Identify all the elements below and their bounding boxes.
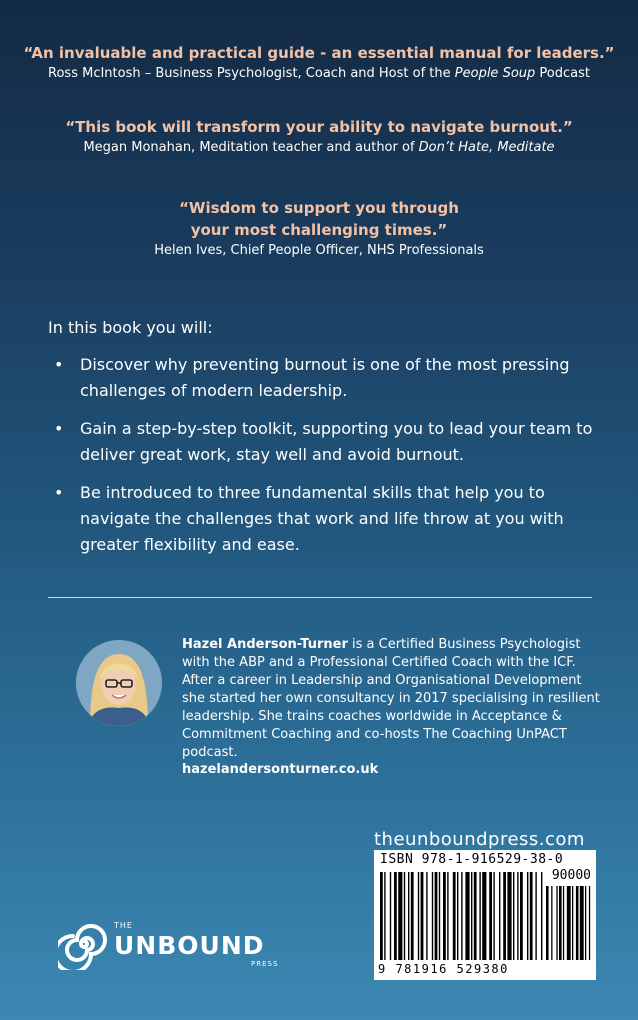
bullet-item (48, 480, 608, 558)
price-bar (556, 886, 557, 960)
quote-attribution: Helen Ives, Chief People Officer, NHS Professionals (154, 243, 484, 258)
bullet-dot: • (54, 355, 64, 374)
attr-italic: People Soup (454, 66, 536, 81)
author-photo-icon (76, 640, 162, 726)
quote-text: “An invaluable and practical guide - an essential manual for leaders.” (23, 44, 615, 62)
barcode-bar (535, 872, 536, 960)
barcode-bar (453, 872, 456, 960)
price-bar (589, 886, 590, 960)
price-bar (576, 886, 579, 960)
barcode-bar (439, 872, 440, 960)
quote-3 (0, 197, 638, 261)
intro-heading: In this book you will: (48, 318, 213, 337)
price-bar (551, 886, 552, 960)
barcode-bar (474, 872, 477, 960)
barcode-bar (418, 872, 419, 960)
price-bar (580, 886, 584, 960)
bullet-item (48, 416, 608, 468)
barcode-bar (447, 872, 448, 960)
barcode-bar (493, 872, 494, 960)
barcode-bar (380, 872, 383, 960)
attr-text: Megan Monahan, Meditation teacher and author of (83, 140, 419, 155)
author-bio-text: is a Certified Business Psychologist with the ABP and a Professional Certified Coach with the ICF. After a career in Leadership and Organisational Development she started her own consultancy in 2017 specialising in resilient leadership. She trains coaches worldwide in Acceptance & Commitment Coaching and co-hosts The Coaching UnPACT podcast. (182, 637, 600, 760)
isbn-barcode (374, 850, 596, 980)
barcode-bar (489, 872, 492, 960)
price-bar (559, 886, 562, 960)
author-name: Hazel Anderson-Turner (182, 637, 348, 652)
author-bio (182, 636, 602, 762)
price-bar (563, 886, 564, 960)
bullet-list (48, 352, 608, 570)
isbn-label: ISBN 978-1-916529-38-0 (380, 852, 564, 867)
author-website-link[interactable]: hazelandersonturner.co.uk (182, 762, 379, 777)
author-avatar (76, 640, 162, 726)
barcode-bar (499, 872, 500, 960)
barcode-bar (404, 872, 405, 960)
barcode-bar (513, 872, 514, 960)
quote-text: “Wisdom to support you through your most challenging times.” (179, 199, 459, 239)
barcode-bar (394, 872, 397, 960)
bullet-dot: • (54, 483, 64, 502)
barcode-bar (465, 872, 469, 960)
barcode-bar (443, 872, 446, 960)
barcode-bar (482, 872, 486, 960)
logo-press: PRESS (251, 960, 279, 968)
bullet-item (48, 352, 608, 404)
quote-1 (0, 42, 638, 84)
attr-italic: Don’t Hate, Meditate (418, 140, 555, 155)
quote-attribution (0, 64, 638, 84)
price-bar (546, 886, 549, 960)
barcode-bar (471, 872, 472, 960)
barcode-bars (374, 850, 596, 980)
bullet-dot: • (54, 419, 64, 438)
barcode-bar (432, 872, 433, 960)
barcode-bar (530, 872, 533, 960)
barcode-bar (503, 872, 506, 960)
price-bar (585, 886, 586, 960)
barcode-bar (541, 872, 542, 960)
barcode-bar (520, 872, 523, 960)
barcode-bar (507, 872, 511, 960)
bullet-text: Be introduced to three fundamental skills that help you to navigate the challenges that work and life throw at you with greater flexibility and ease. (80, 483, 564, 554)
barcode-bar (411, 872, 414, 960)
barcode-bar (384, 872, 385, 960)
barcode-bar (408, 872, 409, 960)
price-bar (567, 886, 571, 960)
price-bar (572, 886, 573, 960)
quote-2 (0, 116, 638, 158)
barcode-bar (421, 872, 424, 960)
barcode-bar (479, 872, 480, 960)
barcode-bar (426, 872, 427, 960)
barcode-bar (435, 872, 438, 960)
barcode-bar (398, 872, 402, 960)
quote-text: “This book will transform your ability to navigate burnout.” (65, 118, 573, 136)
attr-suffix: Podcast (535, 66, 590, 81)
quote-attribution (0, 138, 638, 158)
barcode-bar (390, 872, 391, 960)
barcode-bar (517, 872, 518, 960)
barcode-bar (457, 872, 458, 960)
bullet-text: Gain a step-by-step toolkit, supporting you to lead your team to deliver great work, stay well and avoid burnout. (80, 419, 593, 464)
attr-text: Ross McIntosh – Business Psychologist, Coach and Host of the (48, 66, 455, 81)
unbound-spiral-icon (58, 918, 110, 970)
publisher-website[interactable]: theunboundpress.com (374, 829, 585, 850)
section-divider (48, 597, 592, 598)
price-code: 90000 (551, 868, 591, 883)
barcode-bar (461, 872, 462, 960)
logo-the: THE (114, 921, 133, 930)
logo-name: UNBOUND (114, 931, 265, 960)
barcode-bar (527, 872, 528, 960)
ean-number: 9 781916 529380 (378, 962, 509, 976)
bullet-text: Discover why preventing burnout is one of the most pressing challenges of modern leadership. (80, 355, 570, 400)
